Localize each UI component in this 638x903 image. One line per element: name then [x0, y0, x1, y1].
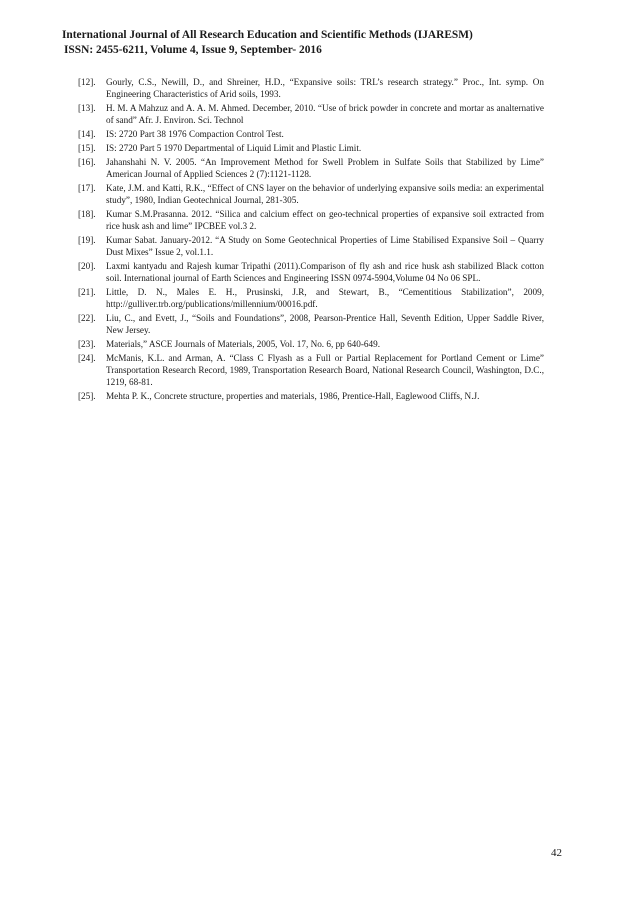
reference-text: Kumar Sabat. January-2012. “A Study on Some Geotechnical Properties of Lime Stabilised Expansive Soil – Quarry Dust Mixes” Issue 2, vol.1.1.	[106, 234, 544, 257]
reference-text: Kumar S.M.Prasanna. 2012. “Silica and calcium effect on geo-technical properties of expansive soil extracted from rice husk ash and lime” IPCBEE vol.3 2.	[106, 208, 544, 231]
reference-number: [25].	[78, 390, 96, 401]
reference-number: [22].	[78, 312, 96, 323]
reference-text: Liu, C., and Evett, J., “Soils and Foundations”, 2008, Pearson-Prentice Hall, Seventh Edition, Upper Saddle River, New Jersey.	[106, 312, 544, 335]
reference-text: Mehta P. K., Concrete structure, properties and materials, 1986, Prentice-Hall, Eaglewood Cliffs, N.J.	[106, 390, 480, 401]
reference-item	[78, 102, 544, 126]
reference-item	[78, 182, 544, 206]
reference-number: [24].	[78, 352, 96, 363]
reference-number: [16].	[78, 156, 96, 167]
reference-item	[78, 338, 544, 350]
reference-number: [18].	[78, 208, 96, 219]
reference-text: McManis, K.L. and Arman, A. “Class C Flyash as a Full or Partial Replacement for Portland Cement or Lime” Transportation Research Record, 1989, Transportation Research Board, National Research Council, Washington, D.C., 1219, 68-81.	[106, 352, 544, 387]
reference-number: [20].	[78, 260, 96, 271]
reference-item	[78, 234, 544, 258]
reference-number: [15].	[78, 142, 96, 153]
reference-number: [21].	[78, 286, 96, 297]
reference-text: IS: 2720 Part 38 1976 Compaction Control Test.	[106, 128, 284, 139]
reference-text: IS: 2720 Part 5 1970 Departmental of Liquid Limit and Plastic Limit.	[106, 142, 362, 153]
journal-title: International Journal of All Research Education and Scientific Methods (IJARESM)	[62, 29, 473, 41]
reference-item	[78, 390, 544, 402]
reference-number: [12].	[78, 77, 96, 87]
reference-item	[78, 312, 544, 336]
reference-text: Kate, J.M. and Katti, R.K., “Effect of CNS layer on the behavior of underlying expansive soils media: an experimental study”, 1980, Indian Geotechnical Journal, 281-305.	[106, 182, 544, 205]
reference-item	[78, 260, 544, 284]
reference-item	[78, 76, 544, 100]
reference-number: [23].	[78, 338, 96, 349]
reference-list	[78, 76, 544, 404]
reference-number: [13].	[78, 102, 96, 113]
issn-line: ISSN: 2455-6211, Volume 4, Issue 9, September- 2016	[64, 44, 322, 56]
reference-number: [17].	[78, 182, 96, 193]
reference-item	[78, 156, 544, 180]
reference-item	[78, 208, 544, 232]
reference-item	[78, 352, 544, 388]
reference-text: Jahanshahi N. V. 2005. “An Improvement Method for Swell Problem in Sulfate Soils that Stabilized by Lime” American Journal of Applied Sciences 2 (7):1121-1128.	[106, 156, 544, 179]
reference-text: Laxmi kantyadu and Rajesh kumar Tripathi (2011).Comparison of fly ash and rice husk ash stabilized Black cotton soil. International journal of Earth Sciences and Engineering ISSN 0974-5904,Volume 04 No 06 SPL.	[106, 260, 544, 283]
reference-number: [19].	[78, 234, 96, 245]
reference-text: H. M. A Mahzuz and A. A. M. Ahmed. December, 2010. “Use of brick powder in concrete and mortar as analternative of sand” Afr. J. Environ. Sci. Technol	[106, 102, 544, 126]
page-number: 42	[551, 847, 562, 859]
reference-text: Materials,” ASCE Journals of Materials, 2005, Vol. 17, No. 6, pp 640-649.	[106, 338, 380, 349]
reference-item	[78, 128, 544, 140]
reference-number: [14].	[78, 128, 96, 139]
journal-header	[62, 28, 582, 58]
reference-text: Little, D. N., Males E. H., Prusinski, J.R, and Stewart, B., “Cementitious Stabilization”, 2009, http://gulliver.trb.org/publications/millennium/00016.pdf.	[106, 286, 544, 309]
reference-text: Gourly, C.S., Newill, D., and Shreiner, H.D., “Expansive soils: TRL’s research strategy.” Proc., Int. symp. On Engineering Characteristics of Arid soils, 1993.	[106, 77, 544, 100]
reference-item	[78, 142, 544, 154]
reference-item	[78, 286, 544, 310]
